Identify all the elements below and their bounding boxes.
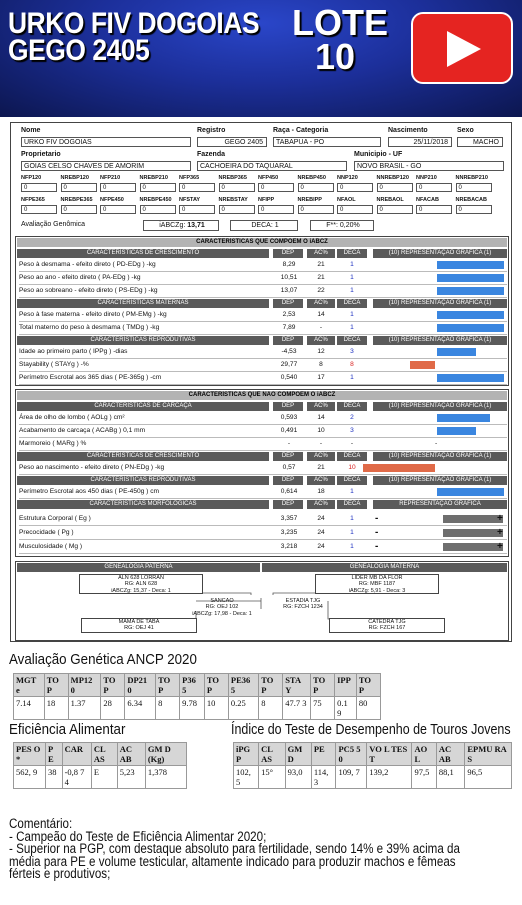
row-mg-deca: 1 bbox=[350, 543, 354, 550]
row-mg-plus-icon: + bbox=[497, 541, 503, 552]
lider-iabcz: iABCZg: 5,91 - Deca: 3 bbox=[348, 587, 406, 594]
row-ipp-label: Idade ao primeiro parto ( IPPg ) -dias bbox=[19, 348, 128, 355]
row-pe365-ac: 17 bbox=[317, 374, 325, 381]
nfp-field-nfaol: 0 bbox=[337, 205, 373, 214]
nfp-field-nfp365: 0 bbox=[179, 183, 215, 192]
indice-value-1: 15° bbox=[259, 766, 285, 789]
row-ipp-dep: -4,53 bbox=[281, 348, 297, 355]
row-mg-dep: 3,218 bbox=[280, 543, 298, 550]
row-stay-label: Stayability ( STAYg ) -% bbox=[19, 361, 89, 368]
col-deca: DECA bbox=[337, 452, 367, 461]
field-nascimento: 25/11/2018 bbox=[388, 137, 452, 147]
fstar-box: F**: 0,20% bbox=[310, 220, 374, 231]
lider-rg: RG: MBF 1187 bbox=[358, 581, 396, 588]
avaliacao-header-row bbox=[14, 674, 381, 697]
indice-header-4: PC5 5 0 bbox=[336, 743, 367, 766]
nfp-label-nrebp210: NREBP210 bbox=[139, 175, 168, 181]
indice-value-4: 109, 7 bbox=[336, 766, 367, 789]
nfp-field-nrebacab: 0 bbox=[456, 205, 492, 214]
row-aol-deca: 2 bbox=[350, 414, 354, 421]
col-rep: REPRESENTAÇÃO GRÁFICA bbox=[373, 500, 507, 509]
nfp-label-nrebipp: NREBIPP bbox=[297, 197, 322, 203]
nfp-field-nrebp365: 0 bbox=[219, 183, 255, 192]
catedra-rg: RG: FZCH 167 bbox=[368, 625, 406, 632]
row-tm-label: Total materno do peso à desmama ( TMDg ) -kg bbox=[19, 324, 160, 331]
row-pa-label: Peso ao ano - efeito direto ( PA-EDg ) -kg bbox=[19, 274, 141, 281]
eficiencia-value-row bbox=[14, 766, 187, 789]
group-reprodutivas-2: CARACTERÍSTICAS REPRODUTIVAS bbox=[17, 476, 269, 485]
col-dep: DEP bbox=[273, 336, 303, 345]
section-compoem-title: CARACTERÍSTICAS QUE COMPÕEM O iABCZ bbox=[17, 238, 507, 247]
col-rep: (10) REPRESENTAÇÃO GRÁFICA (1) bbox=[373, 452, 507, 461]
row-mg-minus-icon: - bbox=[375, 541, 379, 552]
indice-value-row bbox=[234, 766, 512, 789]
nfp-label-nfp120: NFP120 bbox=[21, 175, 42, 181]
aln-iabcz: iABCZg: 15,37 - Deca: 1 bbox=[111, 587, 171, 594]
sancao-name: SANCAO bbox=[210, 598, 234, 604]
row-marm-ac: - bbox=[319, 440, 323, 447]
row-acab-ac: 10 bbox=[317, 427, 325, 434]
row-pm-label: Peso à fase materna - efeito direto ( PM-EMg ) -kg bbox=[19, 311, 167, 318]
row-pa-dep: 10,51 bbox=[280, 274, 298, 281]
nfp-field-nfpe450: 0 bbox=[100, 205, 136, 214]
col-deca: DECA bbox=[337, 476, 367, 485]
avaliacao-header-1: TO P bbox=[44, 674, 68, 697]
indice-value-6: 97,5 bbox=[412, 766, 436, 789]
avaliacao-value-6: 9.78 bbox=[180, 697, 205, 720]
nfp-label-nnp210: NNP210 bbox=[416, 175, 437, 181]
avaliacao-value-2: 1.37 bbox=[68, 697, 101, 720]
nfp-label-nfp210: NFP210 bbox=[100, 175, 121, 181]
row-pm-deca: 1 bbox=[350, 311, 354, 318]
eficiencia-title: Eficiência Alimentar bbox=[9, 722, 126, 738]
genealogy-estadia[interactable] bbox=[269, 598, 337, 612]
row-pg-plus-icon: + bbox=[497, 527, 503, 538]
nfp-field-nrebp450: 0 bbox=[298, 183, 334, 192]
eficiencia-header-1: P E bbox=[46, 743, 63, 766]
row-ps-dep: 13,07 bbox=[280, 287, 298, 294]
group-reprodutivas: CARACTERÍSTICAS REPRODUTIVAS bbox=[17, 336, 269, 345]
indice-table bbox=[233, 742, 512, 789]
avaliacao-title: Avaliação Genética ANCP 2020 bbox=[9, 652, 197, 668]
label-raca: Raça - Categoria bbox=[273, 127, 329, 134]
row-pd-label: Peso à desmama - efeito direto ( PD-EDg ) -kg bbox=[19, 261, 156, 268]
row-ps-label: Peso ao sobreano - efeito direto ( PS-EDg ) -kg bbox=[19, 287, 158, 294]
row-pn-dep: 0,57 bbox=[282, 464, 296, 471]
genealogy-lines bbox=[11, 123, 513, 643]
label-municipio: Municipio - UF bbox=[354, 151, 403, 158]
row-ps-ac: 22 bbox=[317, 287, 325, 294]
row-ec-ac: 24 bbox=[317, 515, 325, 522]
indice-header-5: VO L TES T bbox=[367, 743, 412, 766]
avaliacao-header-11: TO P bbox=[311, 674, 335, 697]
row-pe450-label: Perímetro Escrotal aos 450 dias ( PE-450g ) cm bbox=[19, 488, 159, 495]
field-sexo: MACHO bbox=[457, 137, 503, 147]
eficiencia-value-2: -0,8 7 4 bbox=[62, 766, 91, 789]
nfp-field-nnp120: 0 bbox=[337, 183, 373, 192]
section-nao-compoem-title: CARACTERÍSTICAS QUE NÃO COMPÕEM O iABCZ bbox=[17, 391, 507, 400]
row-tm-dep: 7,89 bbox=[282, 324, 296, 331]
avaliacao-value-10: 47.7 3 bbox=[283, 697, 311, 720]
indice-value-2: 93,0 bbox=[285, 766, 311, 789]
mama-rg: RG: OEJ 41 bbox=[124, 625, 154, 632]
genealogia-paterna-title: GENEALOGIA PATERNA bbox=[17, 563, 260, 572]
nfp-label-nrebp120: NREBP120 bbox=[60, 175, 89, 181]
avaliacao-value-3: 28 bbox=[101, 697, 125, 720]
nfp-label-nfstay: NFSTAY bbox=[179, 197, 201, 203]
nfp-label-nrebstay: NREBSTAY bbox=[218, 197, 248, 203]
avaliacao-value-0: 7.14 bbox=[14, 697, 45, 720]
avaliacao-header-9: TO P bbox=[259, 674, 283, 697]
eficiencia-header-2: CAR bbox=[62, 743, 91, 766]
row-ipp-ac: 12 bbox=[317, 348, 325, 355]
row-pa-ac: 21 bbox=[317, 274, 325, 281]
row-tm-deca: 1 bbox=[350, 324, 354, 331]
row-pn-label: Peso ao nascimento - efeito direto ( PN-EDg ) -kg bbox=[19, 464, 165, 471]
row-stay-deca: 8 bbox=[350, 361, 354, 368]
comentario-line-3: média para PE e volume testicular, altamente indicado para produzir machos e fêmeas bbox=[9, 853, 456, 869]
row-marm-rep: - bbox=[435, 440, 438, 447]
row-pg-label: Precocidade ( Pg ) bbox=[19, 529, 74, 536]
nfp-field-nnp210: 0 bbox=[416, 183, 452, 192]
row-mg-label: Musculosidade ( Mg ) bbox=[19, 543, 83, 550]
avaliacao-table bbox=[13, 673, 381, 720]
field-proprietario: GOIAS CELSO CHAVES DE AMORIM bbox=[21, 161, 191, 171]
col-deca: DECA bbox=[337, 336, 367, 345]
col-dep: DEP bbox=[273, 452, 303, 461]
field-fazenda: CACHOEIRA DO TAQUARAL bbox=[197, 161, 347, 171]
field-municipio: NOVO BRASIL - GO bbox=[354, 161, 504, 171]
nfp-label-nrebp450: NREBP450 bbox=[297, 175, 326, 181]
nfp-label-nrebpe365: NREBPE365 bbox=[60, 197, 93, 203]
catedra-name: CATEDRA TJG bbox=[368, 619, 406, 625]
play-icon bbox=[447, 31, 481, 67]
nfp-label-nnrebp210: NNREBP210 bbox=[455, 175, 488, 181]
indice-header-1: CL AS bbox=[259, 743, 285, 766]
col-rep: (10) REPRESENTAÇÃO GRÁFICA (1) bbox=[373, 336, 507, 345]
nfp-label-nfpe365: NFPE365 bbox=[21, 197, 45, 203]
col-dep: DEP bbox=[273, 299, 303, 308]
youtube-play-button[interactable] bbox=[411, 12, 513, 84]
row-pe365-deca: 1 bbox=[350, 374, 354, 381]
row-mg-ac: 24 bbox=[317, 543, 325, 550]
indice-header-2: GM D bbox=[285, 743, 311, 766]
col-deca: DECA bbox=[337, 500, 367, 509]
genealogy-catedra[interactable] bbox=[329, 618, 445, 633]
avaliacao-value-9: 8 bbox=[259, 697, 283, 720]
row-acab-dep: 0,491 bbox=[280, 427, 298, 434]
iabczg-label: iABCZg: bbox=[159, 222, 186, 229]
col-ac: AC% bbox=[307, 452, 335, 461]
avaliacao-header-12: IPP bbox=[335, 674, 357, 697]
avaliacao-value-12: 0.1 9 bbox=[335, 697, 357, 720]
indice-title: Índice do Teste de Desempenho de Touros Jovens bbox=[231, 722, 511, 738]
col-rep: (10) REPRESENTAÇÃO GRÁFICA (1) bbox=[373, 402, 507, 411]
row-pm-dep: 2,53 bbox=[282, 311, 296, 318]
row-ec-label: Estrutura Corporal ( Eg ) bbox=[19, 515, 91, 522]
group-maternas: CARACTERÍSTICAS MATERNAS bbox=[17, 299, 269, 308]
row-pm-ac: 14 bbox=[317, 311, 325, 318]
avaliacao-value-1: 18 bbox=[44, 697, 68, 720]
title-line-1: URKO FIV DOGOIAS bbox=[8, 7, 260, 40]
row-ec-deca: 1 bbox=[350, 515, 354, 522]
eficiencia-header-row bbox=[14, 743, 187, 766]
group-crescimento: CARACTERÍSTICAS DE CRESCIMENTO bbox=[17, 249, 269, 258]
row-aol-label: Área de olho de lombo ( AOLg ) cm² bbox=[19, 414, 125, 421]
label-proprietario: Proprietario bbox=[21, 151, 61, 158]
row-ec-plus-icon: + bbox=[497, 513, 503, 524]
col-ac: AC% bbox=[307, 336, 335, 345]
nfp-field-nnrebp120: 0 bbox=[377, 183, 413, 192]
eficiencia-header-5: GM D (Kg) bbox=[145, 743, 186, 766]
row-pg-deca: 1 bbox=[350, 529, 354, 536]
sancao-iabcz: iABCZg: 17,98 - Deca: 1 bbox=[192, 610, 252, 617]
eficiencia-header-0: PES O * bbox=[14, 743, 46, 766]
row-pe365-label: Perímetro Escrotal aos 365 dias ( PE-365g ) -cm bbox=[19, 374, 162, 381]
label-fazenda: Fazenda bbox=[197, 151, 226, 158]
genealogia-materna-title: GENEALOGIA MATERNA bbox=[262, 563, 507, 572]
label-nome: Nome bbox=[21, 127, 41, 134]
genealogy-lider-mb[interactable] bbox=[315, 574, 439, 594]
avaliacao-value-4: 6.34 bbox=[125, 697, 156, 720]
nfp-label-nnp120: NNP120 bbox=[337, 175, 358, 181]
field-raca: TABAPUA - PO bbox=[273, 137, 381, 147]
col-ac: AC% bbox=[307, 249, 335, 258]
indice-header-0: iPG P bbox=[234, 743, 259, 766]
row-pn-ac: 21 bbox=[317, 464, 325, 471]
row-acab-deca: 3 bbox=[350, 427, 354, 434]
header-banner bbox=[0, 0, 522, 117]
indice-value-8: 96,5 bbox=[465, 766, 512, 789]
field-registro: GEGO 2405 bbox=[197, 137, 267, 147]
row-marm-deca: - bbox=[350, 440, 354, 447]
group-crescimento-2: CARACTERÍSTICAS DE CRESCIMENTO bbox=[17, 452, 269, 461]
nfp-label-nrebpe450: NREBPE450 bbox=[139, 197, 172, 203]
avaliacao-value-7: 10 bbox=[204, 697, 228, 720]
nfp-label-nfpe450: NFPE450 bbox=[100, 197, 124, 203]
eficiencia-value-1: 38 bbox=[46, 766, 63, 789]
field-nome: URKO FIV DOGOIAS bbox=[21, 137, 191, 147]
eficiencia-value-0: 562, 9 bbox=[14, 766, 46, 789]
indice-header-row bbox=[234, 743, 512, 766]
col-dep: DEP bbox=[273, 249, 303, 258]
title-line-2: GEGO 2405 bbox=[8, 34, 150, 67]
certificate-sheet bbox=[10, 122, 512, 642]
nfp-label-nfacab: NFACAB bbox=[416, 197, 439, 203]
avaliacao-header-8: PE36 5 bbox=[228, 674, 258, 697]
genealogy-aln-628[interactable] bbox=[79, 574, 203, 594]
avaliacao-value-5: 8 bbox=[156, 697, 180, 720]
row-tm-ac: - bbox=[319, 324, 323, 331]
nfp-field-nrebp120: 0 bbox=[61, 183, 97, 192]
comentario-title: Comentário: bbox=[9, 816, 73, 831]
deca-box: DECA: 1 bbox=[230, 220, 298, 231]
row-pd-ac: 21 bbox=[317, 261, 325, 268]
col-deca: DECA bbox=[337, 249, 367, 258]
eficiencia-value-3: E bbox=[91, 766, 117, 789]
avaliacao-header-6: P36 5 bbox=[180, 674, 205, 697]
lider-name: LIDER MB DA FLOR bbox=[351, 575, 403, 581]
comentario-line-1: - Campeão do Teste de Eficiência Alimentar 2020; bbox=[9, 828, 267, 844]
group-carcaca: CARACTERÍSTICAS DE CARCAÇA bbox=[17, 402, 269, 411]
row-pg-ac: 24 bbox=[317, 529, 325, 536]
animal-title bbox=[8, 7, 260, 67]
col-rep: (10) REPRESENTAÇÃO GRÁFICA (1) bbox=[373, 299, 507, 308]
row-pe365-dep: 0,540 bbox=[280, 374, 298, 381]
avaliacao-header-13: TO P bbox=[356, 674, 380, 697]
iabczg-value: 13,71 bbox=[187, 222, 205, 229]
avaliacao-value-row bbox=[14, 697, 381, 720]
nfp-label-nfp365: NFP365 bbox=[179, 175, 200, 181]
col-rep: (10) REPRESENTAÇÃO GRÁFICA (1) bbox=[373, 249, 507, 258]
avaliacao-value-8: 0.25 bbox=[228, 697, 258, 720]
nfp-label-nfp450: NFP450 bbox=[258, 175, 279, 181]
avaliacao-header-3: TO P bbox=[101, 674, 125, 697]
nfp-label-nfipp: NFIPP bbox=[258, 197, 275, 203]
avaliacao-header-0: MGT e bbox=[14, 674, 45, 697]
nfp-field-nrebstay: 0 bbox=[219, 205, 255, 214]
nfp-field-nfipp: 0 bbox=[258, 205, 294, 214]
estadia-name: ESTADIA TJG bbox=[285, 598, 321, 604]
nfp-field-nrebp210: 0 bbox=[140, 183, 176, 192]
row-stay-dep: 29,77 bbox=[280, 361, 298, 368]
eficiencia-header-4: AC AB bbox=[117, 743, 145, 766]
nfp-field-nnrebp210: 0 bbox=[456, 183, 492, 192]
nfp-field-nfpe365: 0 bbox=[21, 205, 57, 214]
indice-value-0: 102, 5 bbox=[234, 766, 259, 789]
indice-header-8: EPMU RA S bbox=[465, 743, 512, 766]
indice-header-6: AO L bbox=[412, 743, 436, 766]
mama-name: MAMA DE TABA bbox=[118, 619, 160, 625]
lote-label bbox=[292, 2, 388, 77]
label-nascimento: Nascimento bbox=[388, 127, 428, 134]
row-pg-minus-icon: - bbox=[375, 527, 379, 538]
genealogy-mama-de-taba[interactable] bbox=[81, 618, 197, 633]
nfp-field-nfstay: 0 bbox=[179, 205, 215, 214]
sancao-rg: RG: OEJ 102 bbox=[205, 604, 239, 611]
eficiencia-header-3: CL AS bbox=[91, 743, 117, 766]
avaliacao-value-13: 80 bbox=[356, 697, 380, 720]
indice-value-3: 114, 3 bbox=[311, 766, 336, 789]
col-ac: AC% bbox=[307, 402, 335, 411]
label-registro: Registro bbox=[197, 127, 226, 134]
col-ac: AC% bbox=[307, 476, 335, 485]
nfp-field-nrebaol: 0 bbox=[377, 205, 413, 214]
nfp-field-nfp450: 0 bbox=[258, 183, 294, 192]
row-stay-ac: 8 bbox=[319, 361, 323, 368]
row-pd-deca: 1 bbox=[350, 261, 354, 268]
comentario-line-4: férteis e produtivos; bbox=[9, 866, 111, 882]
col-ac: AC% bbox=[307, 299, 335, 308]
avaliacao-header-4: DP21 0 bbox=[125, 674, 156, 697]
eficiencia-table bbox=[13, 742, 187, 789]
indice-header-7: AC AB bbox=[436, 743, 465, 766]
col-deca: DECA bbox=[337, 402, 367, 411]
nfp-label-nnrebp120: NNREBP120 bbox=[376, 175, 409, 181]
lote-number: 10 bbox=[314, 36, 356, 77]
indice-header-3: PE bbox=[311, 743, 336, 766]
label-sexo: Sexo bbox=[457, 127, 474, 134]
nfp-label-nrebaol: NREBAOL bbox=[376, 197, 404, 203]
nfp-field-nrebpe365: 0 bbox=[61, 205, 97, 214]
row-aol-ac: 14 bbox=[317, 414, 325, 421]
row-marm-label: Marmoreio ( MARg ) % bbox=[19, 440, 87, 447]
comentario bbox=[9, 818, 460, 881]
indice-value-5: 139,2 bbox=[367, 766, 412, 789]
row-ec-minus-icon: - bbox=[375, 513, 379, 524]
nfp-label-nfaol: NFAOL bbox=[337, 197, 356, 203]
nfp-field-nfacab: 0 bbox=[416, 205, 452, 214]
col-deca: DECA bbox=[337, 299, 367, 308]
row-acab-label: Acabamento de carcaça ( ACABg ) 0,1 mm bbox=[19, 427, 146, 434]
col-dep: DEP bbox=[273, 402, 303, 411]
nfp-label-nrebacab: NREBACAB bbox=[455, 197, 487, 203]
row-aol-dep: 0,593 bbox=[280, 414, 298, 421]
row-ipp-deca: 3 bbox=[350, 348, 354, 355]
row-pn-deca: 10 bbox=[348, 464, 356, 471]
col-dep: DEP bbox=[273, 476, 303, 485]
nfp-field-nfp210: 0 bbox=[100, 183, 136, 192]
row-pe450-deca: 1 bbox=[350, 488, 354, 495]
row-pa-deca: 1 bbox=[350, 274, 354, 281]
eficiencia-value-5: 1,378 bbox=[145, 766, 186, 789]
col-rep: (10) REPRESENTAÇÃO GRÁFICA (1) bbox=[373, 476, 507, 485]
avaliacao-header-5: TO P bbox=[156, 674, 180, 697]
row-pe450-ac: 18 bbox=[317, 488, 325, 495]
eficiencia-value-4: 5,23 bbox=[117, 766, 145, 789]
comentario-line-2: - Superior na PGP, com destaque absoluto para fertilidade, sendo 14% e 39% acima da bbox=[9, 841, 460, 857]
aln-rg: RG: ALN 628 bbox=[124, 581, 158, 588]
avaliacao-genomica-label: Avaliação Genômica bbox=[21, 221, 86, 228]
row-ec-dep: 3,357 bbox=[280, 515, 298, 522]
nfp-label-nrebp365: NREBP365 bbox=[218, 175, 247, 181]
row-pe450-dep: 0,614 bbox=[280, 488, 298, 495]
avaliacao-header-10: STA Y bbox=[283, 674, 311, 697]
estadia-rg: RG: FZCH 1234 bbox=[283, 604, 323, 611]
row-marm-dep: - bbox=[287, 440, 291, 447]
row-ps-deca: 1 bbox=[350, 287, 354, 294]
lote-text: LOTE bbox=[292, 2, 388, 43]
genealogy-sancao[interactable] bbox=[191, 598, 253, 618]
nfp-field-nfp120: 0 bbox=[21, 183, 57, 192]
row-pd-dep: 8,29 bbox=[282, 261, 296, 268]
indice-value-7: 88,1 bbox=[436, 766, 465, 789]
avaliacao-header-2: MP12 0 bbox=[68, 674, 101, 697]
avaliacao-value-11: 75 bbox=[311, 697, 335, 720]
nfp-field-nrebipp: 0 bbox=[298, 205, 334, 214]
nfp-field-nrebpe450: 0 bbox=[140, 205, 176, 214]
col-ac: AC% bbox=[307, 500, 335, 509]
group-morfologicas: CARACTERÍSTICAS MORFOLÓGICAS bbox=[17, 500, 269, 509]
col-dep: DEP bbox=[273, 500, 303, 509]
avaliacao-header-7: TO P bbox=[204, 674, 228, 697]
aln-name: ALN 628 LORRAN bbox=[118, 575, 164, 581]
row-pg-dep: 3,235 bbox=[280, 529, 298, 536]
